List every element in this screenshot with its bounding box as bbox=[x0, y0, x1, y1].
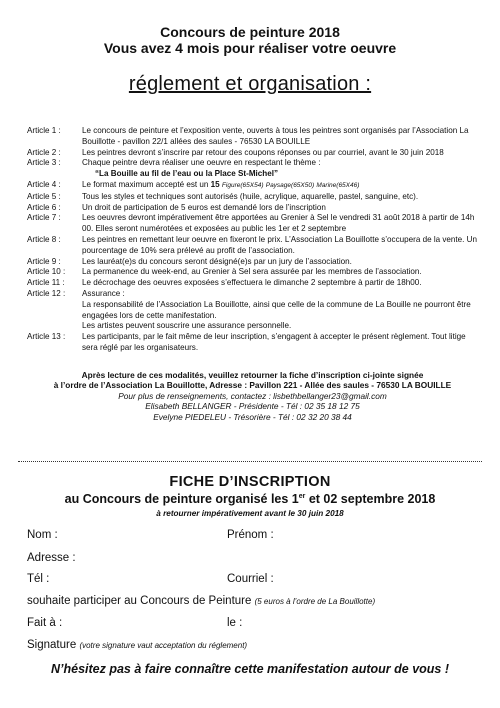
article-1: Article 1 : Le concours de peinture et l’exposition vente, ouverts à tous les peintres sont organisés par l’Association La Bouillotte - pavillon 22/1 allées des saules - 76530 LA BOUILLE bbox=[27, 126, 469, 146]
form-title: FICHE D’INSCRIPTION bbox=[169, 474, 331, 490]
return-notice: Après lecture de ces modalités, veuillez retourner la fiche d’inscription ci-jointe signée à l’ordre de l’Association La Bouillotte, Adresse : Pavillon 221 - Allée des saules - 76530 LA BOUILLE Pour plus de renseignements, contactez : lisbethbellanger23@gmail.com Elisabeth BELLANGER - Présidente - Tél : 02 35 18 12 75 Evelyne PIEDELEU - Trésorière - Tél : 02 32 20 38 44 bbox=[25, 370, 480, 422]
closing-message: N’hésitez pas à faire connaître cette manifestation autour de vous ! bbox=[50, 662, 450, 676]
article-12: Article 12 : Assurance : La responsabilité de l’Association La Bouillotte, ainsi que celle de la commune de La Bouille ne pourront être engagées lors de cette manifestation. Les artistes peuvent souscrire une assurance personnelle. bbox=[27, 288, 471, 331]
contact-treasurer: Evelyne PIEDELEU - Trésorière - Tél : 02 32 20 38 44 bbox=[153, 411, 352, 422]
date-field[interactable]: le : bbox=[227, 617, 243, 629]
articles-list bbox=[27, 126, 482, 354]
fait-a-field[interactable]: Fait à : bbox=[27, 617, 63, 629]
page-subtitle: Vous avez 4 mois pour réaliser votre oeuvre bbox=[103, 40, 397, 56]
prenom-field[interactable]: Prénom : bbox=[227, 529, 274, 541]
adresse-field[interactable]: Adresse : bbox=[27, 552, 76, 564]
cut-line-divider bbox=[18, 461, 482, 462]
form-deadline: à retourner impérativement avant le 30 juin 2018 bbox=[156, 509, 344, 518]
article-7: Article 7 : Les oeuvres devront impérativement être apportées au Grenier à Sel le vendredi 31 août 2018 à partir de 14h 00. Elles seront numérotées et exposées au public les 1er et 2 septembre bbox=[27, 213, 475, 234]
contact-president: Elisabeth BELLANGER - Présidente - Tél : 02 35 18 12 75 bbox=[145, 401, 360, 412]
article-5: Article 5 : Tous les styles et techniques sont autorisés (huile, acrylique, aquarelle, pastel, sanguine, etc). bbox=[27, 191, 419, 201]
form-subtitle: au Concours de peinture organisé les 1er et 02 septembre 2018 bbox=[64, 492, 436, 506]
signature-field[interactable]: Signature (votre signature vaut acceptation du réglement) bbox=[27, 639, 248, 651]
participation-line: souhaite participer au Concours de Peinture (5 euros à l’ordre de La Bouillotte) bbox=[27, 595, 376, 607]
article-3: Article 3 : Chaque peintre devra réaliser une oeuvre en respectant le thème : “La Bouille au fil de l’eau ou la Place St-Michel” bbox=[27, 158, 321, 179]
contact-email: Pour plus de renseignements, contactez : lisbethbellanger23@gmail.com bbox=[118, 390, 387, 401]
section-heading: réglement et organisation : bbox=[128, 73, 372, 95]
page-title: Concours de peinture 2018 bbox=[160, 24, 340, 40]
courriel-field[interactable]: Courriel : bbox=[227, 573, 274, 585]
article-6: Article 6 : Un droit de participation de 5 euros est demandé lors de l’inscription bbox=[27, 202, 326, 212]
article-11: Article 11 : Le décrochage des oeuvres exposées s’effectuera le dimanche 2 septembre à partir de 18h00. bbox=[27, 278, 422, 288]
theme-title: “La Bouille au fil de l’eau ou la Place St-Michel” bbox=[95, 169, 279, 179]
article-2: Article 2 : Les peintres devront s’inscrire par retour des coupons réponses ou par courriel, avant le 30 juin 2018 bbox=[27, 147, 444, 157]
article-13: Article 13 : Les participants, par le fait même de leur inscription, s’engagent à accepter le présent règlement. Tout litige sera réglé par les organisateurs. bbox=[27, 332, 466, 352]
article-10: Article 10 : La permanence du week-end, au Grenier à Sel sera assurée par les membres de l’association. bbox=[27, 267, 422, 277]
article-8: Article 8 : Les peintres en remettant leur oeuvre en fixeront le prix. L’Association La Bouillotte s’occupera de la vente. Un pourcentage de 10% sera prélevé au profit de l’association. bbox=[27, 234, 478, 255]
article-4: Article 4 : Le format maximum accepté est un 15 Figure(65X54) Paysage(65X50) Marine(65X46) bbox=[27, 179, 360, 189]
nom-field[interactable]: Nom : bbox=[27, 529, 58, 541]
article-9: Article 9 : Les lauréat(e)s du concours seront désigné(e)s par un jury de l’association. bbox=[27, 256, 352, 266]
tel-field[interactable]: Tél : bbox=[27, 573, 50, 585]
